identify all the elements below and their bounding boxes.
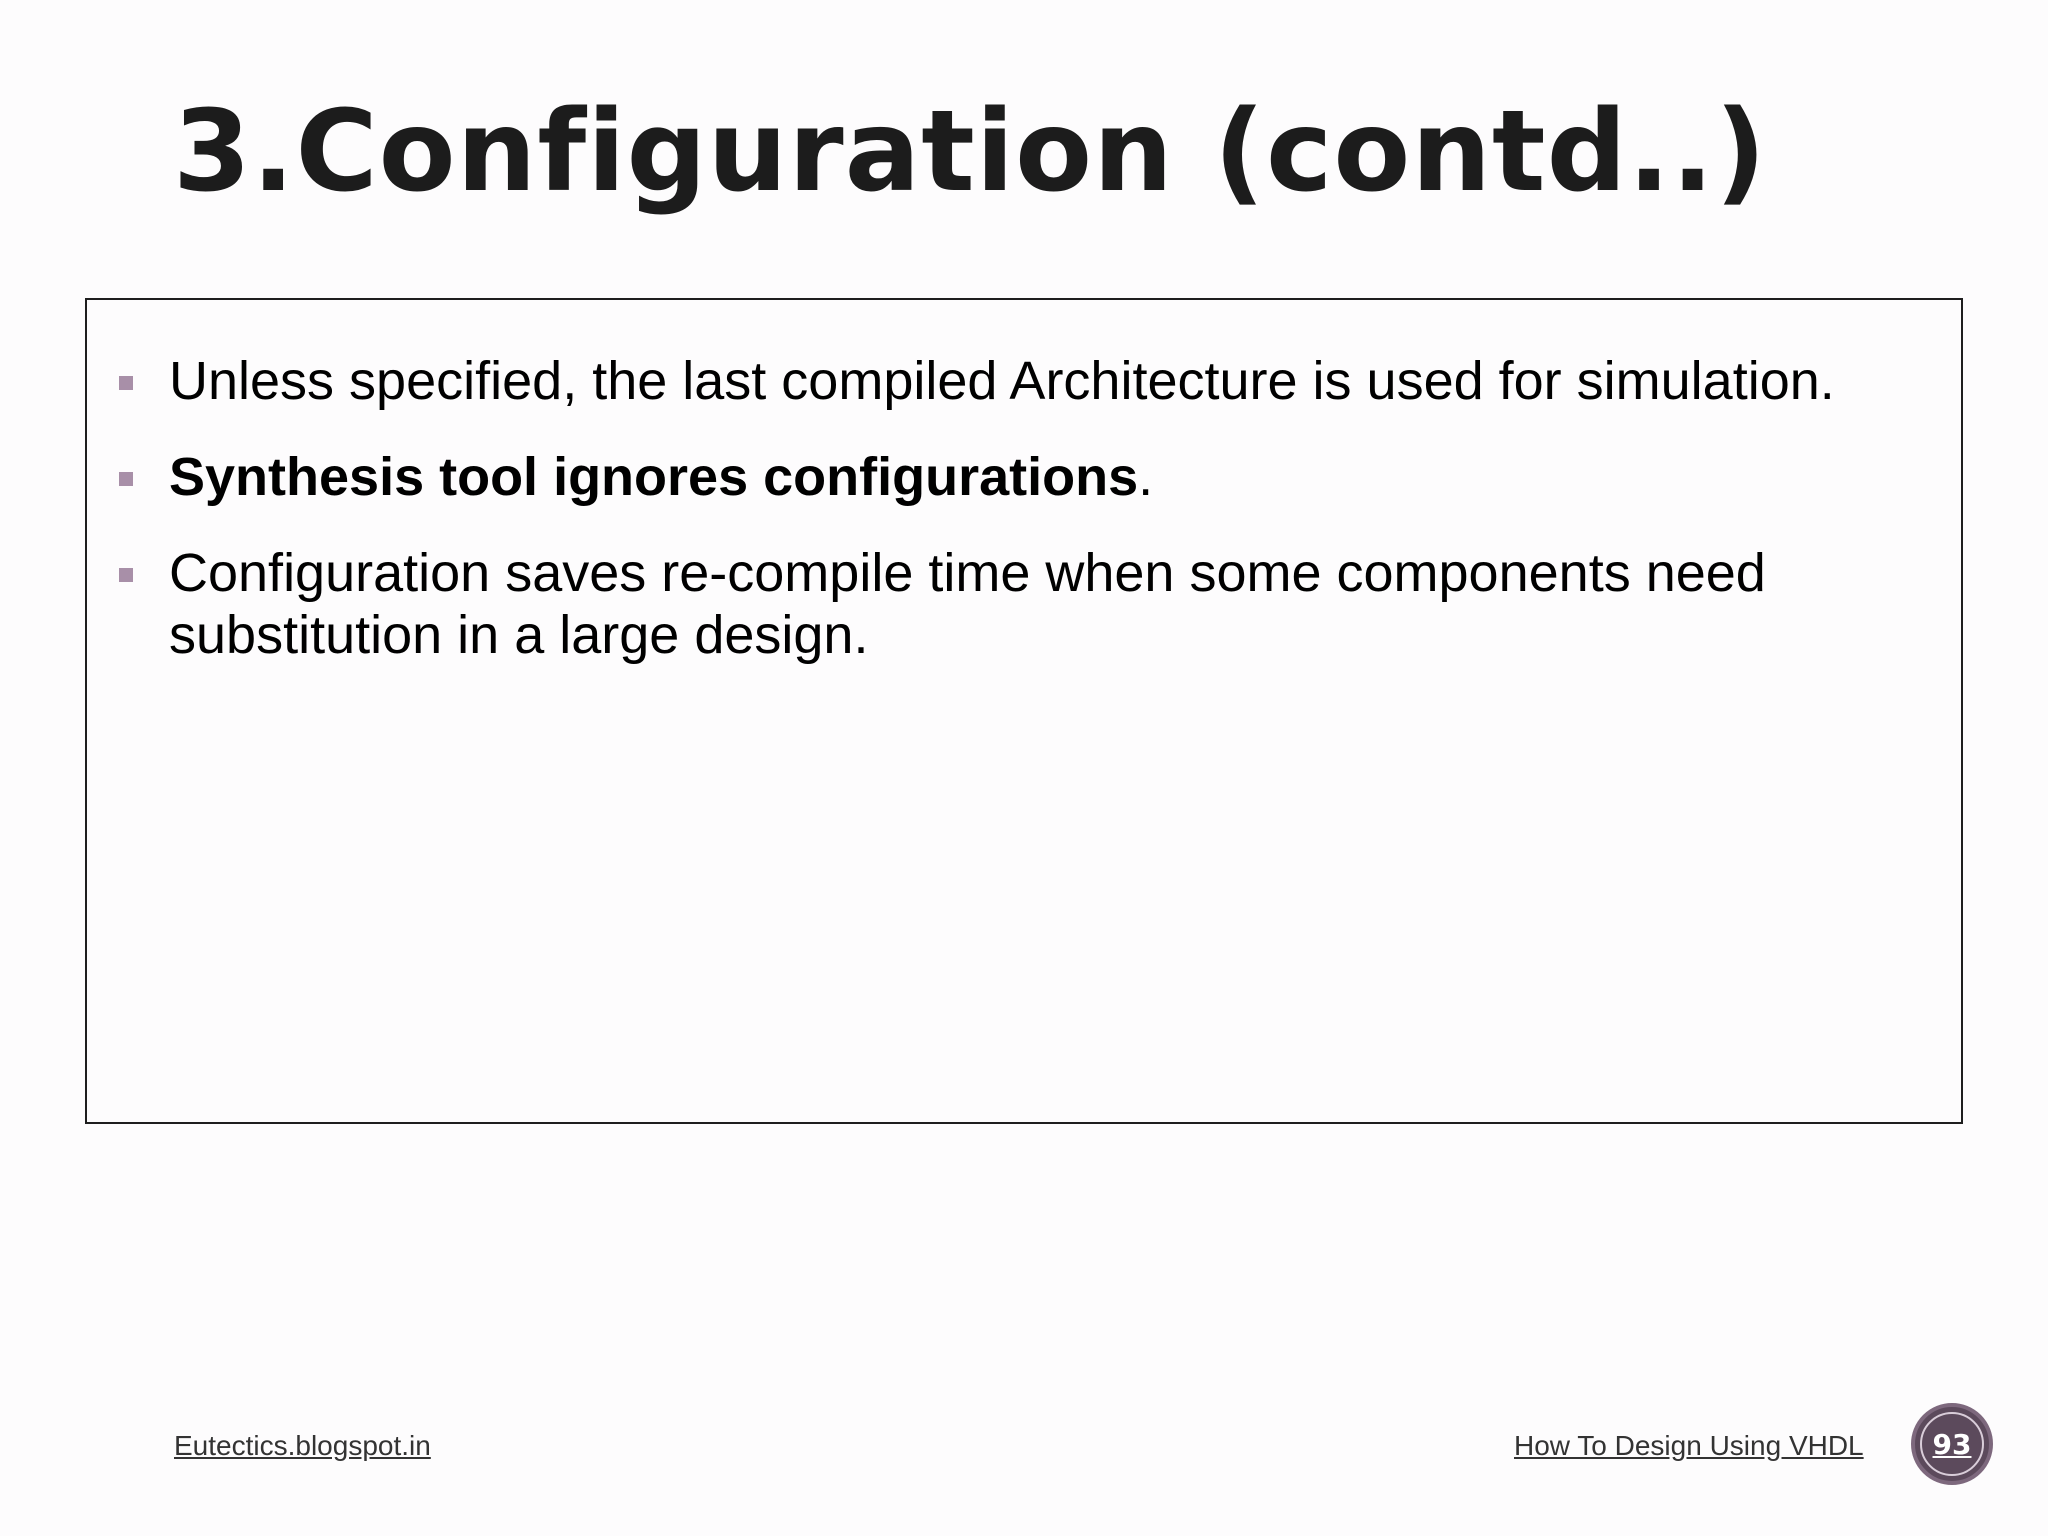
content-box [85, 298, 1963, 1124]
bullet-item-2 [107, 446, 1937, 508]
bullet-item-3 [107, 542, 1937, 666]
footer-title-link[interactable]: How To Design Using VHDL [1514, 1430, 1864, 1461]
square-bullet-icon [119, 472, 133, 486]
bullet-item-1 [107, 350, 1937, 412]
square-bullet-icon [119, 568, 133, 582]
footer-site-link[interactable]: Eutectics.blogspot.in [174, 1430, 431, 1461]
page-number-badge [1911, 1403, 1993, 1485]
bullet-bold-text: Synthesis tool ignores configurations [169, 447, 1139, 507]
bullet-text: Unless specified, the last compiled Architecture is used for simulation. [169, 351, 1835, 411]
square-bullet-icon [119, 376, 133, 390]
bullet-list [107, 350, 1937, 700]
bullet-suffix: . [1138, 447, 1154, 507]
page-number[interactable]: 93 [1920, 1412, 1984, 1476]
bullet-text: Configuration saves re-compile time when some components need substitution in a large design. [169, 543, 1766, 665]
slide-title: 3.Configuration (contd..) [173, 87, 1768, 217]
